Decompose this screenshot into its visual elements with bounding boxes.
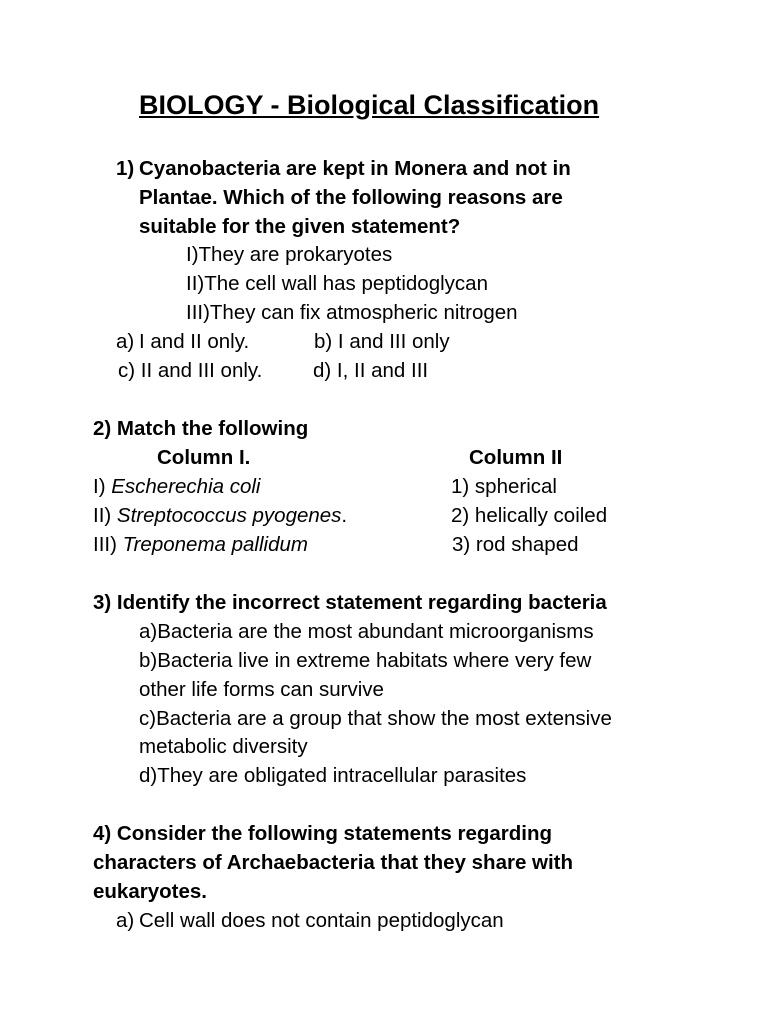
q4-text-line-3: eukaryotes. <box>93 880 207 903</box>
q4-text-line-2: characters of Archaebacteria that they share with <box>93 851 574 874</box>
q2-row-1-left <box>93 472 260 501</box>
q2-row-2-match: 2) helically coiled <box>451 504 608 527</box>
q3-option-c-line-1: c)Bacteria are a group that show the most extensive <box>139 707 612 730</box>
q2-row-3-prefix: III) <box>93 533 123 556</box>
q1-statement-2: II)The cell wall has peptidoglycan <box>186 272 488 295</box>
q1-text-line-1: Cyanobacteria are kept in Monera and not in <box>139 157 571 180</box>
q1-number: 1) <box>116 157 135 180</box>
q3-option-b-line-2: other life forms can survive <box>139 678 384 701</box>
q2-row-2-left <box>93 501 347 530</box>
q4-option-a: Cell wall does not contain peptidoglycan <box>139 909 504 932</box>
q2-row-3-left <box>93 530 308 559</box>
q1-text-line-2: Plantae. Which of the following reasons are <box>139 186 563 209</box>
q2-row-1-match: 1) spherical <box>451 475 557 498</box>
q4-text-line-1: 4) Consider the following statements regarding <box>93 822 553 845</box>
q2-column-2-header: Column II <box>469 446 563 469</box>
q1-statement-3: III)They can fix atmospheric nitrogen <box>186 301 518 324</box>
q1-option-a-label: a) <box>116 330 135 353</box>
q2-heading: 2) Match the following <box>93 417 309 440</box>
q2-row-1-prefix: I) <box>93 475 112 498</box>
q2-row-3-organism: Treponema pallidum <box>122 533 308 556</box>
q1-option-d: d) I, II and III <box>313 359 429 382</box>
q2-row-3-match: 3) rod shaped <box>452 533 579 556</box>
q3-heading: 3) Identify the incorrect statement regarding bacteria <box>93 591 607 614</box>
q4-option-a-label: a) <box>116 909 135 932</box>
q3-option-c-line-2: metabolic diversity <box>139 735 308 758</box>
q2-row-2-prefix: II) <box>93 504 117 527</box>
q2-row-1-organism: Escherechia coli <box>111 475 261 498</box>
q3-option-b-line-1: b)Bacteria live in extreme habitats where very few <box>139 649 592 672</box>
page-title: BIOLOGY - Biological Classification <box>139 90 600 120</box>
q1-option-b: b) I and III only <box>314 330 450 353</box>
q3-option-a: a)Bacteria are the most abundant microorganisms <box>139 620 594 643</box>
q2-column-1-header: Column I. <box>157 446 251 469</box>
q1-option-a: I and II only. <box>139 330 250 353</box>
q2-row-2-organism: Streptococcus pyogenes <box>116 504 342 527</box>
q1-text-line-3: suitable for the given statement? <box>139 215 461 238</box>
q1-statement-1: I)They are prokaryotes <box>186 243 393 266</box>
q3-option-d: d)They are obligated intracellular parasites <box>139 764 527 787</box>
q2-row-2-suffix: . <box>341 504 348 527</box>
q1-option-c: c) II and III only. <box>118 359 263 382</box>
